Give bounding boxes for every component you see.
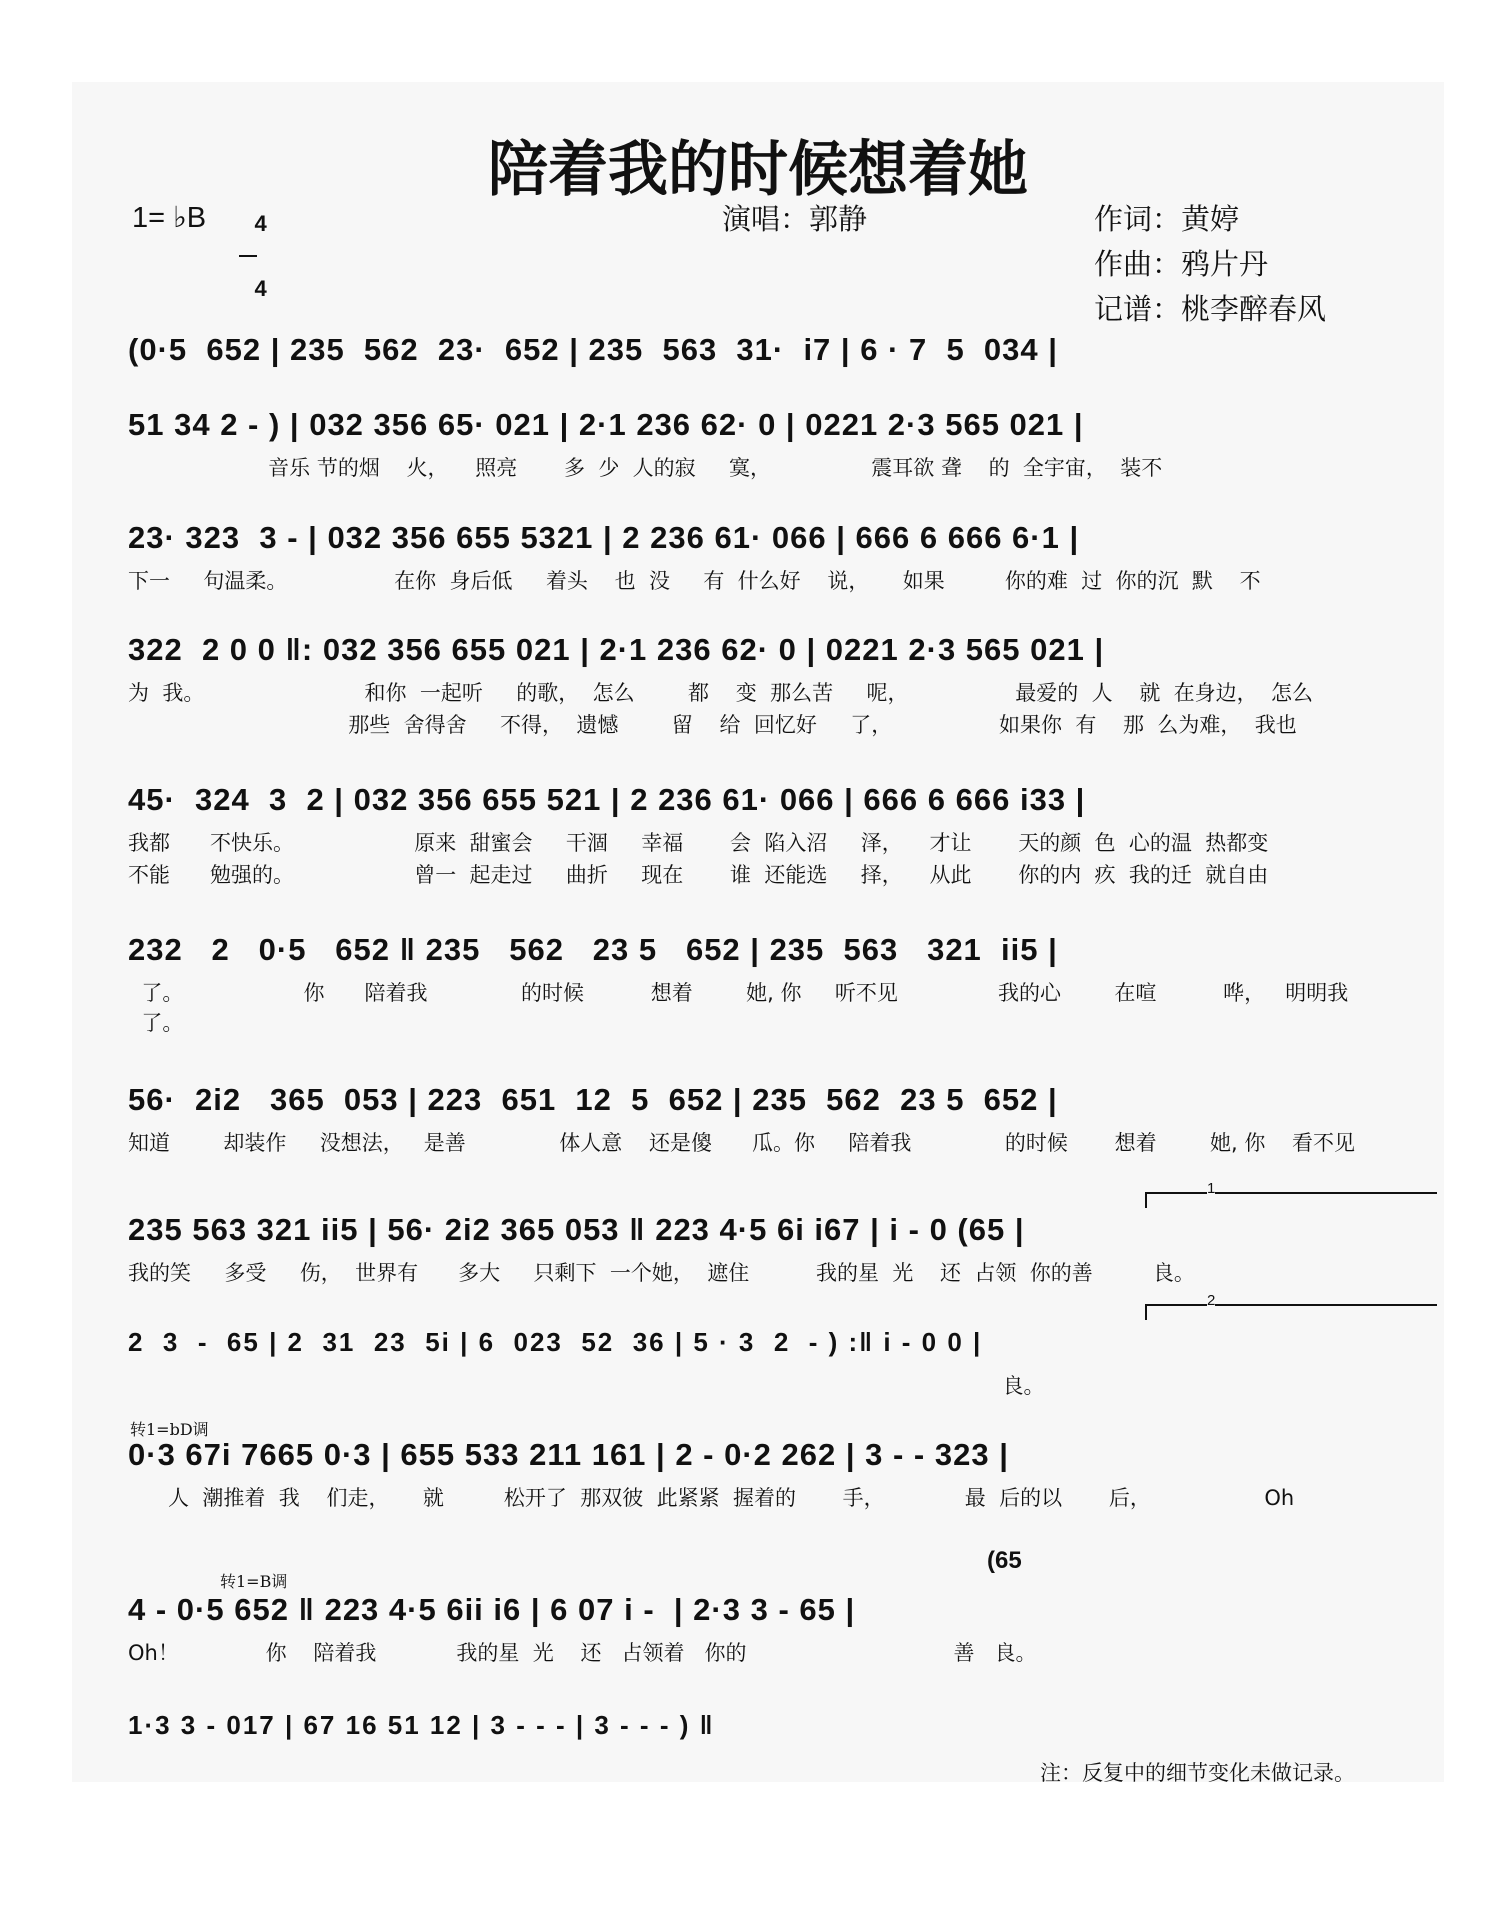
score-row	[128, 1212, 1433, 1312]
score-row	[128, 520, 1433, 620]
transcriber-credit: 记谱：桃李醉春风	[1094, 292, 1327, 326]
song-title: 陪着我的时候想着她	[488, 135, 1028, 205]
score-row	[128, 1327, 1433, 1427]
notation-line: 45· 324 3 2 | 032 356 655 521 | 2 236 61· 066 | 666 6 666 i33 |	[128, 782, 1086, 817]
score-row	[128, 782, 1433, 887]
lyric-line: 音乐 节的烟 火， 照亮 多 少 人的寂 寞， 震耳欲 聋 的 全宇宙， 装不	[128, 456, 1163, 480]
volta-bracket-1	[1145, 1180, 1437, 1208]
notation-line: 4 - 0·5 652 ‖ 223 4·5 6ii i6 | 6 07 i - | 2·3 3 - 65 |	[128, 1592, 856, 1627]
notation-line: 23· 323 3 - | 032 356 655 5321 | 2 236 61· 066 | 666 6 666 6·1 |	[128, 520, 1080, 555]
score-row	[128, 407, 1433, 507]
score-row	[128, 1592, 1433, 1692]
notation-line: (0·5 652 | 235 562 23· 652 | 235 563 31· i7 | 6 · 7 5 034 |	[128, 332, 1058, 367]
key-change-marker: 转1=bD调	[130, 1420, 209, 1439]
key-change-marker: 转1=B调	[220, 1572, 288, 1591]
lyricist-credit: 作词：黄婷	[1094, 202, 1240, 236]
key-signature: 1= ♭B	[132, 202, 207, 234]
time-signature-top: 4	[254, 211, 267, 236]
lyric-line: 良。	[128, 1374, 1045, 1398]
lyric-line: 人 潮推着 我 们走， 就 松开了 那双彼 此紧紧 握着的 手， 最 后的以 后， Oh	[128, 1486, 1295, 1510]
notation-line: 232 2 0·5 652 ‖ 235 562 23 5 652 | 235 563 321 ii5 |	[128, 932, 1058, 967]
lyric-line: 那些 舍得舍 不得， 遗憾 留 给 回忆好 了， 如果你 有 那 么为难， 我也	[128, 713, 1297, 737]
volta-bracket-2	[1145, 1292, 1437, 1320]
lyric-line: 了。 你 陪着我 的时候 想着 她, 你 听不见 我的心 在喧 哗， 明明我	[128, 981, 1349, 1005]
score-row	[128, 932, 1433, 1035]
score-row	[128, 1082, 1433, 1182]
notation-line: 51 34 2 - ) | 032 356 65· 021 | 2·1 236 62· 0 | 0221 2·3 565 021 |	[128, 407, 1084, 442]
lyric-line: 了。	[128, 1011, 184, 1035]
lyric-line: 我都 不快乐。 原来 甜蜜会 干涸 幸福 会 陷入沼 泽， 才让 天的颜 色 心的温 热都变	[128, 831, 1269, 855]
score-sheet	[72, 82, 1444, 1785]
notation-line: 1·3 3 - 017 | 67 16 51 12 | 3 - - - | 3 - - - ) ‖	[128, 1710, 715, 1740]
notation-line: 56· 2i2 365 053 | 223 651 12 5 652 | 235 562 23 5 652 |	[128, 1082, 1058, 1117]
score-row	[128, 1437, 1433, 1537]
lyric-line: 我的笑 多受 伤， 世界有 多大 只剩下 一个她， 遮住 我的星 光 还 占领 你的善 良。	[128, 1261, 1195, 1285]
score-row	[128, 632, 1433, 737]
lyric-line: Oh！ 你 陪着我 我的星 光 还 占领着 你的 善 良。	[128, 1641, 1037, 1665]
composer-credit: 作曲：鸦片丹	[1094, 247, 1269, 281]
lyric-line: 为 我。 和你 一起听 的歌， 怎么 都 变 那么苦 呢， 最爱的 人 就 在身边， 怎么	[128, 681, 1314, 705]
time-signature	[230, 192, 267, 320]
time-signature-bottom: 4	[254, 276, 267, 301]
lyric-line: 知道 却装作 没想法， 是善 体人意 还是傻 瓜。你 陪着我 的时候 想着 她, 你 看不见	[128, 1131, 1356, 1155]
notation-line: 2 3 - 65 | 2 31 23 5i | 6 023 52 36 | 5 · 3 2 - ) :‖ i - 0 0 |	[128, 1327, 983, 1357]
notation-line: 235 563 321 ii5 | 56· 2i2 365 053 ‖ 223 4·5 6i i67 | i - 0 (65 |	[128, 1212, 1025, 1247]
notation-line: 0·3 67i 7665 0·3 | 655 533 211 161 | 2 - 0·2 262 | 3 - - 323 |	[128, 1437, 1009, 1472]
volta-number: 1	[1207, 1180, 1216, 1197]
lyric-line: 下一 句温柔。 在你 身后低 着头 也 没 有 什么好 说， 如果 你的难 过 你的沉 默 不	[128, 569, 1261, 593]
pickup-notes: (65	[987, 1547, 1022, 1574]
notation-line: 322 2 0 0 ‖: 032 356 655 021 | 2·1 236 62· 0 | 0221 2·3 565 021 |	[128, 632, 1105, 667]
singer-credit: 演唱：郭静	[722, 202, 868, 236]
footnote: 注：反复中的细节变化未做记录。	[1040, 1761, 1355, 1785]
lyric-line: 不能 勉强的。 曾一 起走过 曲折 现在 谁 还能选 择， 从此 你的内 疚 我的迁 就自由	[128, 863, 1269, 887]
volta-number: 2	[1207, 1292, 1216, 1309]
